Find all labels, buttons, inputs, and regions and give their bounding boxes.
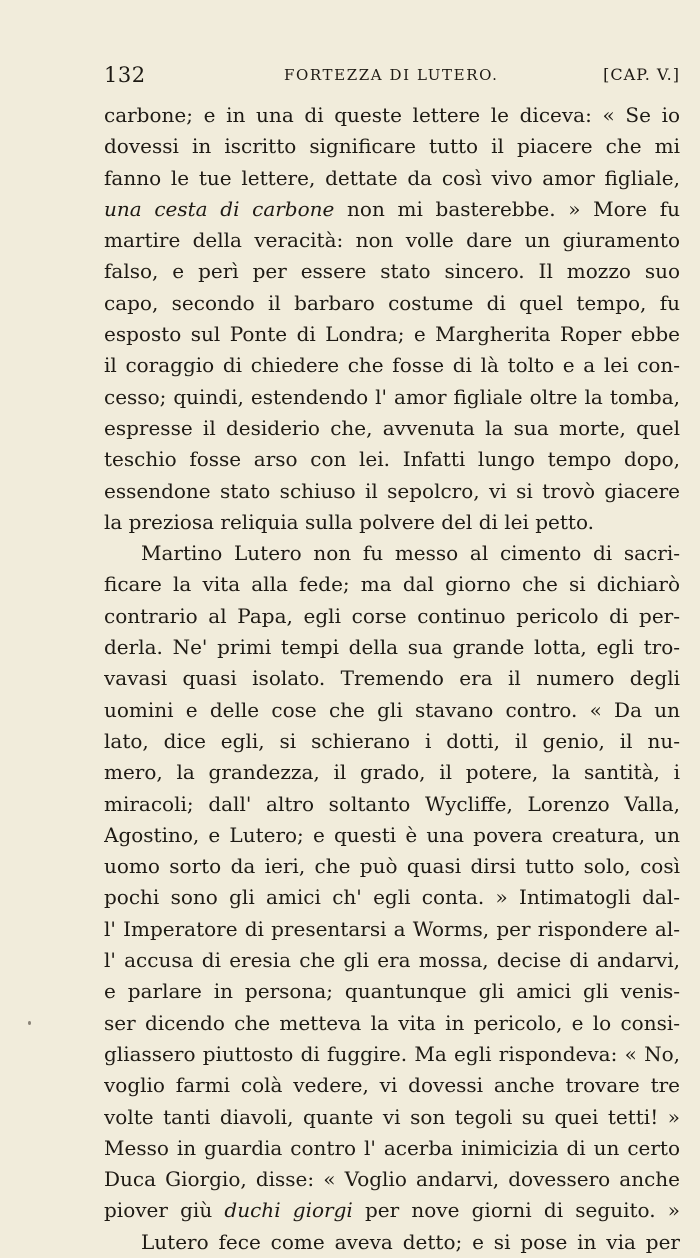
body-text [104, 100, 680, 1258]
page-number: 132 [104, 63, 146, 87]
text-line: vavasi quasi isolato. Tremendo era il numero degli [104, 666, 680, 691]
text-line: uomini e delle cose che gli stavano contro. « Da un [104, 697, 680, 722]
text-line: l' Imperatore di presentarsi a Worms, per rispondere al- [104, 916, 680, 941]
text-line: fanno le tue lettere, dettate da così vivo amor figliale, [104, 165, 680, 190]
text-line: contrario al Papa, egli corse continuo pericolo di per- [104, 603, 680, 628]
text-line: esposto sul Ponte di Londra; e Margherita Roper ebbe [104, 322, 680, 347]
text-line: miracoli; dall' altro soltanto Wycliffe, Lorenzo Valla, [104, 791, 680, 816]
running-title: FORTEZZA DI LUTERO. [284, 66, 499, 84]
text-line: il coraggio di chiedere che fosse di là tolto e a lei con- [104, 353, 680, 378]
chapter-label: [CAP. V.] [603, 65, 680, 84]
text-line: mero, la grandezza, il grado, il potere, la santità, i [104, 760, 680, 785]
paragraph-start-line: Lutero fece come aveva detto; e si pose in via per [141, 1229, 680, 1254]
text-line: martire della veracità: non volle dare un giuramento [104, 228, 680, 253]
text-line: teschio fosse arso con lei. Infatti lungo tempo dopo, [104, 447, 680, 472]
text-line: carbone; e in una di queste lettere le diceva: « Se io [104, 103, 680, 127]
line-rest: non mi basterebbe. » More fu [334, 196, 680, 221]
text-line: lato, dice egli, si schierano i dotti, il genio, il nu- [104, 728, 680, 753]
line-rest: per nove giorni di seguito. » [352, 1198, 680, 1223]
text-line [104, 194, 680, 225]
text-line: Duca Giorgio, disse: « Voglio andarvi, dovessero anche [104, 1167, 680, 1192]
text-line: e parlare in persona; quantunque gli amici gli venis- [104, 979, 680, 1004]
text-line: ser dicendo che metteva la vita in pericolo, e lo consi- [104, 1010, 680, 1035]
text-line: derla. Ne' primi tempi della sua grande lotta, egli tro- [104, 635, 680, 660]
text-line [104, 1195, 680, 1226]
text-line: uomo sorto da ieri, che può quasi dirsi tutto solo, così [104, 854, 680, 879]
paragraph-end-line: la preziosa reliquia sulla polvere del di lei petto. [104, 509, 594, 534]
text-line: falso, e perì per essere stato sincero. Il mozzo suo [104, 259, 680, 284]
text-line: dovessi in iscritto significare tutto il piacere che mi [104, 134, 680, 159]
text-line: essendone stato schiuso il sepolcro, vi si trovò giacere [104, 478, 680, 503]
paragraph-start-line: Martino Lutero non fu messo al cimento di sacri- [141, 541, 680, 566]
paper-speck [28, 1021, 31, 1025]
text-line: espresse il desiderio che, avvenuta la sua morte, quel [104, 415, 680, 440]
text-line: volte tanti diavoli, quante vi son tegoli su quei tetti! » [104, 1104, 680, 1129]
text-line: ficare la vita alla fede; ma dal giorno che si dichiarò [104, 572, 680, 597]
text-line: Messo in guardia contro l' acerba inimicizia di un certo [104, 1135, 680, 1160]
text-line: capo, secondo il barbaro costume di quel tempo, fu [104, 290, 680, 315]
running-head [104, 60, 680, 90]
text-line: gliassero piuttosto di fuggire. Ma egli rispondeva: « No, [104, 1041, 680, 1066]
text-line: pochi sono gli amici ch' egli conta. » Intimatogli dal- [104, 885, 680, 910]
text-line: l' accusa di eresia che gli era mossa, decise di andarvi, [104, 948, 680, 973]
line-start: piover giù [104, 1198, 225, 1223]
italic-phrase: duchi giorgi [224, 1198, 353, 1223]
text-line: voglio farmi colà vedere, vi dovessi anche trovare tre [104, 1073, 680, 1098]
text-line: cesso; quindi, estendendo l' amor figliale oltre la tomba, [104, 384, 680, 409]
italic-phrase: una cesta di carbone [104, 196, 335, 221]
text-line: Agostino, e Lutero; e questi è una povera creatura, un [104, 822, 680, 847]
